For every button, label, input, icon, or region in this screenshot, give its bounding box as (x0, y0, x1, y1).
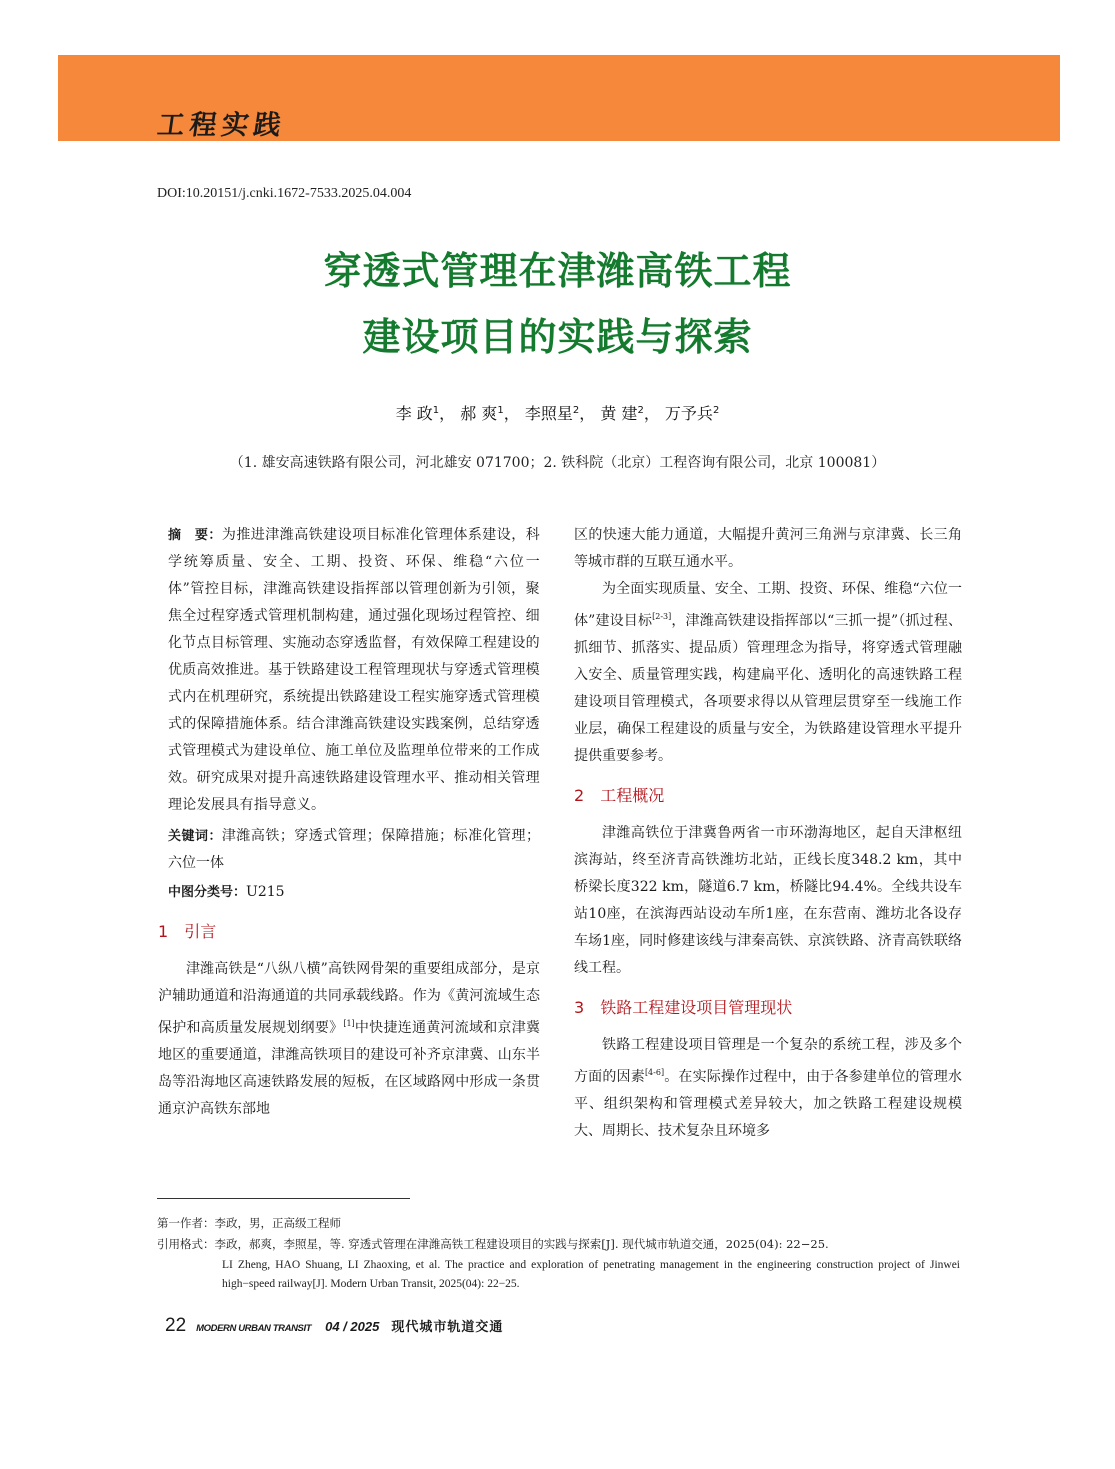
author-affil-mark: 2 (637, 405, 644, 416)
section-1-heading (158, 920, 540, 944)
text-run: ，津潍高铁建设指挥部以“三抓一提”（抓过程、抓细节、抓落实、提品质）管理理念为指导，将穿透式管理融入安全、质量管理实践，构建扁平化、透明化的高速铁路工程建设项目管理模式，各项要求得以从管理层贯穿至一线施工作业层，确保工程建设的质量与安全，为铁路建设管理水平提升提供重要参考。 (574, 613, 962, 764)
section-title: 铁路工程建设项目管理现状 (600, 998, 793, 1017)
section-3-paragraph-1 (574, 1032, 962, 1145)
journal-name-cn: 现代城市轨道交通 (391, 1320, 504, 1335)
text-run: 为全面实现质量、安全、工期、投资、环保、维稳“六位一体”建设目标 (574, 581, 962, 629)
section-1-paragraph-1 (158, 956, 540, 1123)
author-separator: ， (439, 404, 456, 423)
abstract-label: 摘 要： (168, 528, 222, 543)
author: 李照星 (524, 404, 573, 423)
section-title: 工程概况 (600, 786, 665, 805)
footnote-citation-en: LI Zheng, HAO Shuang, LI Zhaoxing, et al. The practice and exploration of penetrating management in the engineering construction project of Jinwei high−speed railway[J]. Modern Urban Transit, 2025(04): 22−25. (222, 1259, 960, 1290)
keywords-text: 津潍高铁；穿透式管理；保障措施；标准化管理；六位一体 (168, 828, 540, 871)
author: 郝 爽 (460, 404, 498, 423)
author-affil-mark: 1 (497, 405, 504, 416)
abstract-text: 为推进津潍高铁建设项目标准化管理体系建设，科学统筹质量、安全、工期、投资、环保、维稳“六位一体”管控目标，津潍高铁建设指挥部以管理创新为引领，聚焦全过程穿透式管理机制构建，通过强化现场过程管控、细化节点目标管理、实施动态穿透监督，有效保障工程建设的优质高效推进。基于铁路建设工程管理现状与穿透式管理模式内在机理研究，系统提出铁路建设工程实施穿透式管理模式的保障措施体系。结合津潍高铁建设实践案例，总结穿透式管理模式为建设单位、施工单位及监理单位带来的工作成效。研究成果对提升高速铁路建设管理水平、推动相关管理理论发展具有指导意义。 (168, 527, 540, 813)
section-2-heading (574, 784, 962, 808)
doi: DOI:10.20151/j.cnki.1672-7533.2025.04.004 (157, 186, 412, 201)
page-number: 22 (165, 1315, 187, 1336)
title-line-1: 穿透式管理在津潍高铁工程 (323, 248, 792, 293)
left-column (158, 522, 540, 1123)
footnote-citation-cn: 引用格式：李政，郝爽，李照星，等. 穿透式管理在津潍高铁工程建设项目的实践与探索[J]. 现代城市轨道交通，2025(04): 22−25. (157, 1237, 829, 1251)
title-line-2: 建设项目的实践与探索 (362, 314, 753, 359)
affiliations: （1. 雄安高速铁路有限公司，河北雄安 071700；2. 铁科院（北京）工程咨询有限公司，北京 100081） (229, 455, 886, 471)
section-number: 2 (574, 786, 585, 805)
author: 黄 建 (600, 404, 638, 423)
author: 万予兵 (664, 404, 713, 423)
classification-label: 中图分类号： (168, 885, 247, 900)
section-1-paragraph-1-cont: 区的快速大能力通道，大幅提升黄河三角洲与京津冀、长三角等城市群的互联互通水平。 (574, 527, 962, 570)
author-affil-mark: 2 (572, 405, 580, 416)
text-run: 铁路工程建设项目管理是一个复杂的系统工程，涉及多个方面的因素 (574, 1037, 962, 1085)
journal-name-en: MODERN URBAN TRANSIT (196, 1323, 312, 1334)
section-number: 3 (574, 998, 585, 1017)
text-run: 。在实际操作过程中，由于各参建单位的管理水平、组织架构和管理模式差异较大，加之铁路工程建设规模大、周期长、技术复杂且环境多 (574, 1069, 962, 1139)
footnote-first-author: 第一作者：李政，男，正高级工程师 (157, 1216, 341, 1230)
classification (168, 879, 540, 906)
right-column (574, 522, 962, 1145)
section-title: 引言 (184, 922, 217, 941)
author: 李 政 (395, 404, 433, 423)
classification-code: U215 (246, 884, 285, 900)
section-label: 工程实践 (155, 110, 288, 141)
text-run: 中快捷连通黄河流域和京津冀地区的重要通道，津潍高铁项目的建设可补齐京津冀、山东半岛等沿海地区高速铁路发展的短板，在区域路网中形成一条贯通京沪高铁东部地 (158, 1020, 540, 1117)
footnote-divider (157, 1198, 410, 1199)
page-footer (165, 1315, 503, 1337)
citation-ref: [4-6] (644, 1068, 665, 1077)
author-separator: ， (579, 404, 596, 423)
keywords-label: 关键词： (168, 829, 222, 844)
issue-number: 04 / 2025 (325, 1319, 380, 1334)
author-affil-mark: 2 (712, 405, 720, 416)
section-number: 1 (158, 922, 169, 941)
section-2-paragraph-1: 津潍高铁位于津冀鲁两省一市环渤海地区，起自天津枢纽滨海站，终至济青高铁潍坊北站，正线长度348.2 km，其中桥梁长度322 km，隧道6.7 km，桥隧比94.4%。全线共设车站10座，在滨海西站设动车所1座，在东营南、潍坊北各设存车场1座，同时修建该线与津秦高铁、京滨铁路、济青高铁联络线工程。 (574, 825, 962, 976)
abstract (168, 522, 540, 819)
author-separator: ， (503, 404, 520, 423)
text-run: 津潍高铁是“八纵八横”高铁网骨架的重要组成部分，是京沪辅助通道和沿海通道的共同承载线路。作为《黄河流域生态保护和高质量发展规划纲要》 (158, 961, 540, 1036)
author-list (0, 401, 1115, 424)
citation-ref: [2-3] (652, 612, 672, 621)
author-separator: ， (643, 404, 660, 423)
section-3-heading (574, 996, 962, 1020)
keywords (168, 823, 540, 877)
author-affil-mark: 1 (432, 405, 440, 416)
citation-ref: [1] (343, 1019, 355, 1028)
section-1-paragraph-2 (574, 576, 962, 770)
